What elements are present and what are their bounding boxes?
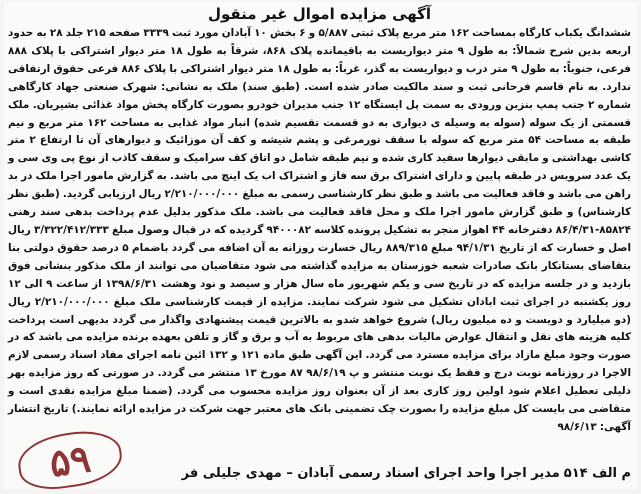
notice-body-paragraph: ششدانگ یکباب کارگاه بمساحت ۱۶۲ متر مربع پلاک ثبتی ۵/۸۸۷ و ۶ بخش ۱۰ آبادان مورد ثبت ۳۳۳۹ صفحه ۲۱۵ جلد ۲۸ به حدود اربعه بدین شرح شمالاً: به طول ۹ متر دیواریست به باقیمانده پلاک ۸۶۸، شرقاً به طول ۱۸ متر دیوار اشتراکی با پلاک ۸۸۸ فرعی، جنوباً: به طول ۹ متر درب و دیواریست به گذر، غرباً: به طول ۱۸ متر دیوار اشتراکی با پلاک ۸۸۶ فرعی حقوق ارتفاقی ندارد. به نام قاسم فرحانی ثبت و سند مالکیت صادر شده است. (طبق سند) ملک به نشانی: شهرک صنعتی جهاد کارگاهی شماره ۲ جنب پمپ بنزین ورودی به سمت پل ایستگاه ۱۲ جنب مدیران خودرو بصورت کارگاه پخش مواد غذائی بشیریان. ملک قسمتی از یک سوله (سوله به وسیله ی دیواری به دو قسمت تقسیم شده) انبار مواد غذایی به مساحت ۱۶۲ متر مربع و نیم طبقه به مساحت ۵۴ متر مربع که سوله با سقف تورمرغی و پشم شیشه و کف آن موزائیک و دیوارهای آن تا ارتفاع ۲ متر کاشی بهداشتی و مابقی دیوارها سفید کاری شده و نیم طبقه شامل دو اتاق کف سرامیک و سقف کاذب از نوع پی وی سی و یک عدد سرویس در طبقه پایین و دارای اشتراک برق سه فاز و اشتراک اب یک اینچ می باشد. به گزارش مامور اجرا ملک در بد راهن می باشد و فاقد فعالیت می باشد و طبق نظر کارشناسی رسمی به مبلغ ۲/۲۱۰/۰۰۰/۰۰۰ ریال ارزیابی گردید. (طبق نظر کارشناس) و طبق گزارش مامور اجرا ملک و محل فاقد فعالیت می باشد. ملک مذکور بدلیل عدم پرداخت بدهی سند رهنی ۸۵۸۲۴-۸۶/۴/۳۱ دفترخانه ۴۴ اهواز منجر به تشکیل پرونده کلاسه ۹۴۰۰۰۸۲ گردیده که در قبال وصول مبلغ ۳/۳۲۲/۴۱۲/۳۳۳ ریال اصل و خسارت که از تاریخ ۹۴/۱/۳۱ مبلغ ۸۸۹/۳۱۵ ریال خسارت روزانه به آن اضافه می گردد باضمام ۵ درصد حقوق دولتی بنا بتقاضای بستانکار بانک صادرات شعبه خوزستان به مزایده گذاشته می شود متقاضیان می توانند از ملک مذکور بنشانی فوق بازدید و در جلسه مزایده که در تاریخ سی و یکم شهریور ماه سال هزار و سیصد و نود وهشت ۱۳۹۸/۶/۳۱ از ساعت ۹ الی ۱۲ روز یکشنبه در اجرای ثبت ابادان تشکیل می شود شرکت نمایند. مزایده از قیمت کارشناسی ملک مبلغ ۲/۲۱۰/۰۰۰/۰۰۰ ریال (دو میلیارد و دویست و ده میلیون ریال) شروع خواهد شدو به بالاترین قیمت پیشنهادی واگذار می گردد بدیهی است پرداخت کلیه هزینه های نقل و انتقال عوارض مالیات بدهی های مربوط به آب و برق و گاز و تلفن بعهده برنده مزایده می باشد که در صورت وجود مبلغ مازاد برای مزایده مسترد می گردد. این آگهی طبق ماده ۱۲۱ و ۱۳۲ ائین نامه اجرای مفاد اسناد رسمی لازم الاجرا در روزنامه نوبت درج و فقط یک نوبت منتشر و پ ۹۸/۶/۱۹ ۸۷ مورخ ۱۳ منتشر می گردد. در صورتی که روز مزایده بهر دلیلی تعطیل اعلام شود اولین روز کاری بعد از آن بعنوان روز مزایده محسوب می گردد. (ضمنا مبلغ مزایده نقدی است و متقاضی می بایست کل مبلغ مزایده را بصورت چک تضمینی بانک های معتبر جهت شرکت در مزایده ارائه نمایند.) تاریخ انتشار آگهی: ۹۸/۶/۱۳ [8, 27, 632, 433]
stamp-number: ۵۹ [46, 434, 94, 486]
notice-signature: مدیر اجرا واحد اجرای اسناد رسمی آبادان – مهدی جلیلی فر [181, 465, 560, 481]
notice-reference-code: م الف ۵۱۴ [563, 465, 631, 481]
auction-notice [4, 2, 637, 489]
notice-title: آگهی مزایده اموال غیر منقول [207, 5, 432, 23]
